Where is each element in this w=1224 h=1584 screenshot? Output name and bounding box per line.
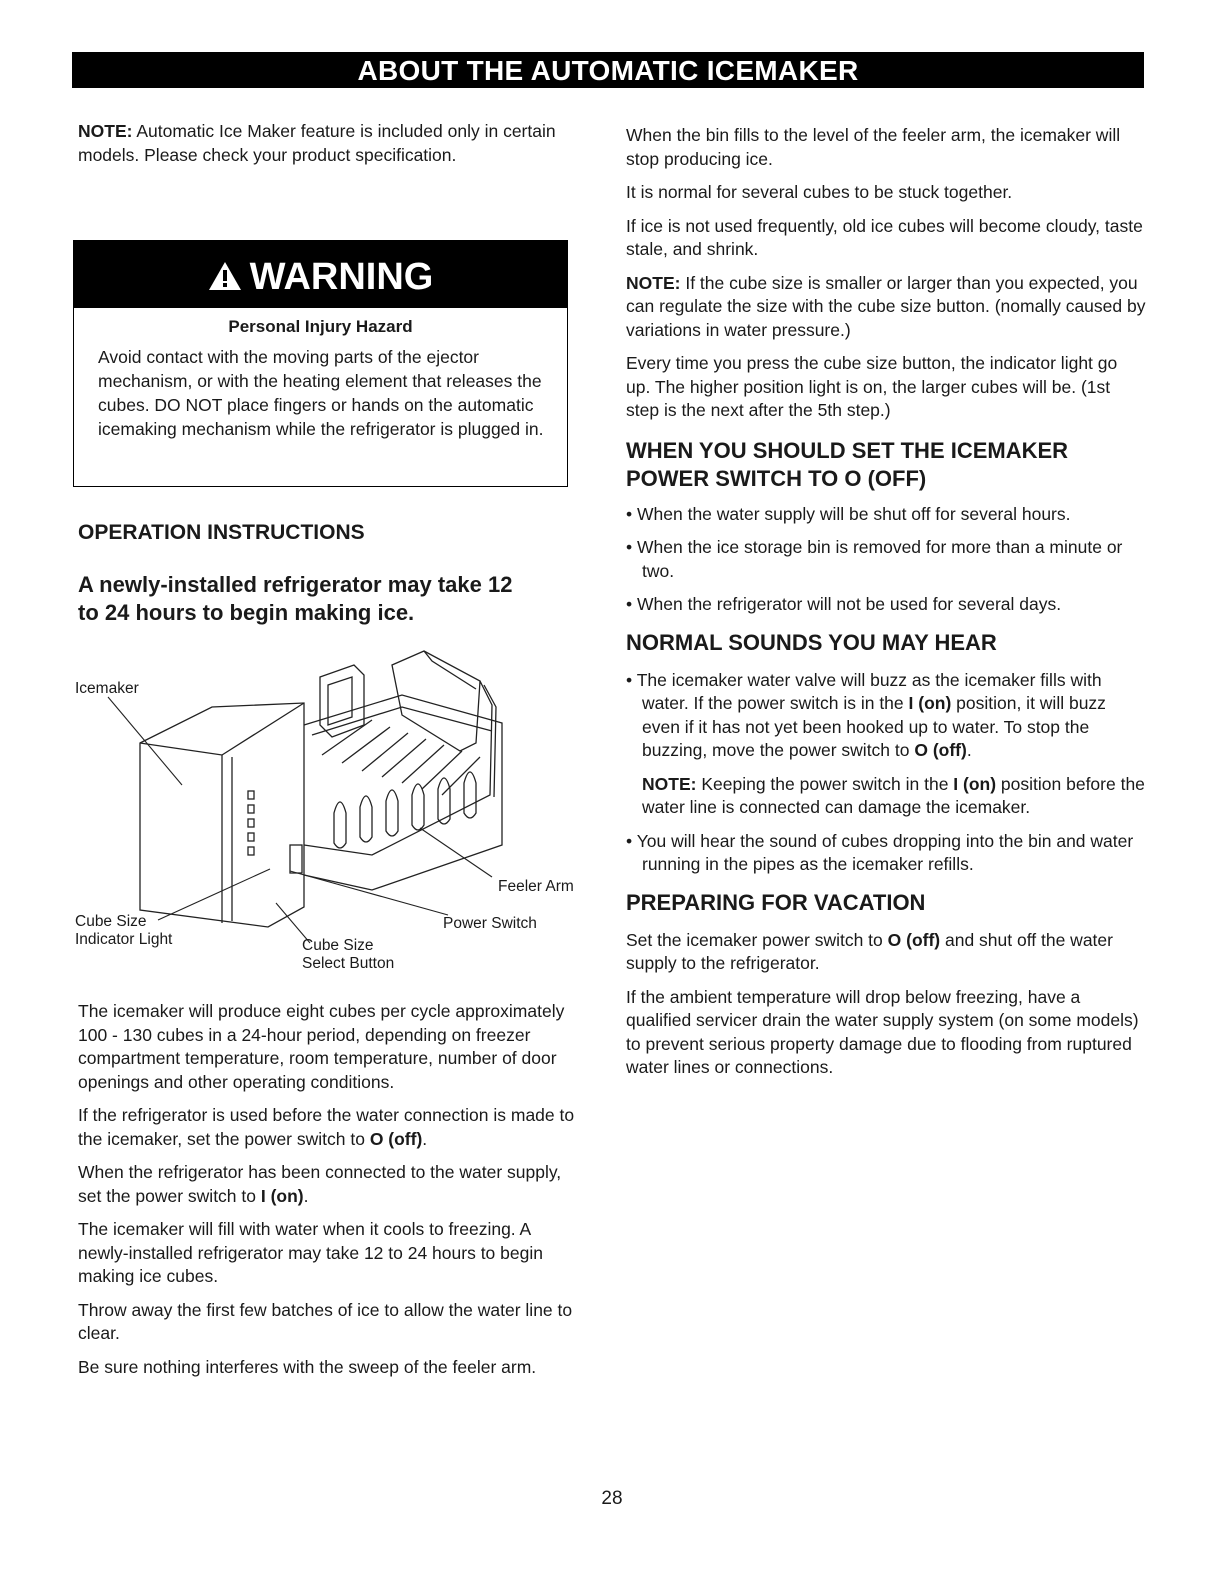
text: The icemaker water valve will buzz as the icemaker fills with water. If the power switch is in the <box>636 669 1102 713</box>
bold-text: I (on) <box>908 693 952 713</box>
text: and shut off the water supply to the refrigerator. <box>626 929 1113 973</box>
bold-text: I (on) <box>953 773 997 794</box>
label-line: Cube Size <box>75 913 147 930</box>
para-bin-fills: When the bin fills to the level of the feeler arm, the icemaker will stop producing ice. <box>626 125 1121 169</box>
list-item: • When the refrigerator will not be used for several days. <box>626 594 1062 614</box>
list-text: When the water supply will be shut off for several hours. <box>637 503 1071 524</box>
operation-subheading: A newly-installed refrigerator may take 12 to 24 hours to begin making ice. <box>78 572 513 625</box>
list-item: • You will hear the sound of cubes dropping into the bin and water running in the pipes as the icemaker refills. <box>626 830 1134 874</box>
label-line: Indicator Light <box>75 931 173 948</box>
label-feeler-arm: Feeler Arm <box>498 878 574 895</box>
para-note-cube-size <box>626 272 1146 343</box>
list-item: • When the water supply will be shut off for several hours. <box>626 503 1071 524</box>
note-label: NOTE: <box>642 773 697 794</box>
right-column <box>626 124 1146 1090</box>
label-power-switch: Power Switch <box>443 915 537 932</box>
label-cube-size-select <box>302 937 394 973</box>
bold-text: I (on) <box>260 1185 304 1206</box>
label-cube-size-indicator <box>75 913 172 949</box>
text: position, it will buzz even if it has not yet been hooked up to water. To stop the buzzing, move the power switch to <box>642 693 1106 760</box>
text: position before the water line is connected can damage the icemaker. <box>642 773 1145 817</box>
list-item: • The icemaker water valve will buzz as the icemaker fills with water. If the power switch is in the I (on) position, it will buzz even if it has not yet been hooked up to water. To stop the buzzing, move the power switch to O (off). <box>626 669 1106 760</box>
text: . <box>966 740 972 760</box>
label-icemaker: Icemaker <box>75 680 139 697</box>
vacation-heading: PREPARING FOR VACATION <box>626 889 926 915</box>
bold-text: O (off) <box>369 1128 423 1149</box>
text: . <box>422 1128 428 1149</box>
note-text: Automatic Ice Maker feature is included only in certain models. Please check your product specification. <box>78 121 556 165</box>
para-production: The icemaker will produce eight cubes per cycle approximately 100 - 130 cubes in a 24-hour period, depending on freezer compartment temperature, room temperature, number of door openings and other operating conditions. <box>78 1001 565 1092</box>
page-number: 28 <box>601 1488 623 1509</box>
when-heading: WHEN YOU SHOULD SET THE ICEMAKER POWER SWITCH TO O (OFF) <box>626 437 1069 491</box>
para-fill: The icemaker will fill with water when it cools to freezing. A newly-installed refrigerator may take 12 to 24 hours to begin making ice cubes. <box>78 1219 543 1286</box>
note-label: NOTE: <box>78 121 133 141</box>
para-old-ice: If ice is not used frequently, old ice cubes will become cloudy, taste stale, and shrink. <box>626 215 1143 259</box>
para-after-connection <box>78 1161 578 1208</box>
para-stuck: It is normal for several cubes to be stuck together. <box>626 182 1013 202</box>
list-item: • When the ice storage bin is removed for more than a minute or two. <box>626 537 1123 581</box>
operation-heading: OPERATION INSTRUCTIONS <box>78 521 365 544</box>
label-line: Cube Size <box>302 937 374 954</box>
bold-text: O (off) <box>887 929 941 950</box>
text: When the refrigerator has been connected to the water supply, set the power switch to <box>78 1162 562 1206</box>
bold-text: O (off) <box>914 740 967 760</box>
sounds-heading: NORMAL SOUNDS YOU MAY HEAR <box>626 629 997 655</box>
para-indicator: Every time you press the cube size button, the indicator light go up. The higher position light is on, the larger cubes will be. (1st step is the next after the 5th step.) <box>626 353 1118 420</box>
list-text: When the ice storage bin is removed for more than a minute or two. <box>637 537 1123 581</box>
text: If the refrigerator is used before the water connection is made to the icemaker, set the power switch to <box>78 1105 575 1149</box>
text: . <box>303 1185 309 1206</box>
warning-title: WARNING <box>249 256 434 298</box>
text: Keeping the power switch in the <box>701 773 954 794</box>
para-vacation-switch <box>626 929 1146 976</box>
para-feeler-arm: Be sure nothing interferes with the sweep of the feeler arm. <box>78 1356 537 1377</box>
icemaker-diagram <box>72 645 592 980</box>
para-before-connection <box>78 1104 578 1151</box>
list-text: You will hear the sound of cubes dropping into the bin and water running in the pipes as the icemaker refills. <box>636 830 1134 874</box>
warning-subtitle: Personal Injury Hazard <box>228 317 413 336</box>
para-vacation-freezing: If the ambient temperature will drop below freezing, have a qualified servicer drain the water supply system (on some models) to prevent serious property damage due to flooding from ruptured water lines or connections. <box>626 986 1139 1077</box>
page-banner: ABOUT THE AUTOMATIC ICEMAKER <box>72 52 1144 88</box>
list-text: When the refrigerator will not be used for several days. <box>637 594 1062 614</box>
warning-box <box>73 240 568 487</box>
sounds-note <box>626 773 1146 820</box>
label-line: Select Button <box>302 955 395 972</box>
para-throw-away: Throw away the first few batches of ice to allow the water line to clear. <box>78 1299 573 1343</box>
warning-header <box>74 241 567 308</box>
text: Set the icemaker power switch to <box>626 929 888 950</box>
warning-body: Avoid contact with the moving parts of the ejector mechanism, or with the heating element that releases the cubes. DO NOT place fingers or hands on the automatic icemaking mechanism while the refrigerator is plugged in. <box>98 347 544 439</box>
note-label: NOTE: <box>626 272 681 293</box>
left-note <box>78 120 583 177</box>
warning-triangle-icon <box>208 261 242 291</box>
note-text: If the cube size is smaller or larger than you expected, you can regulate the size with the cube size button. (nomally caused by variations in water pressure.) <box>626 272 1146 340</box>
